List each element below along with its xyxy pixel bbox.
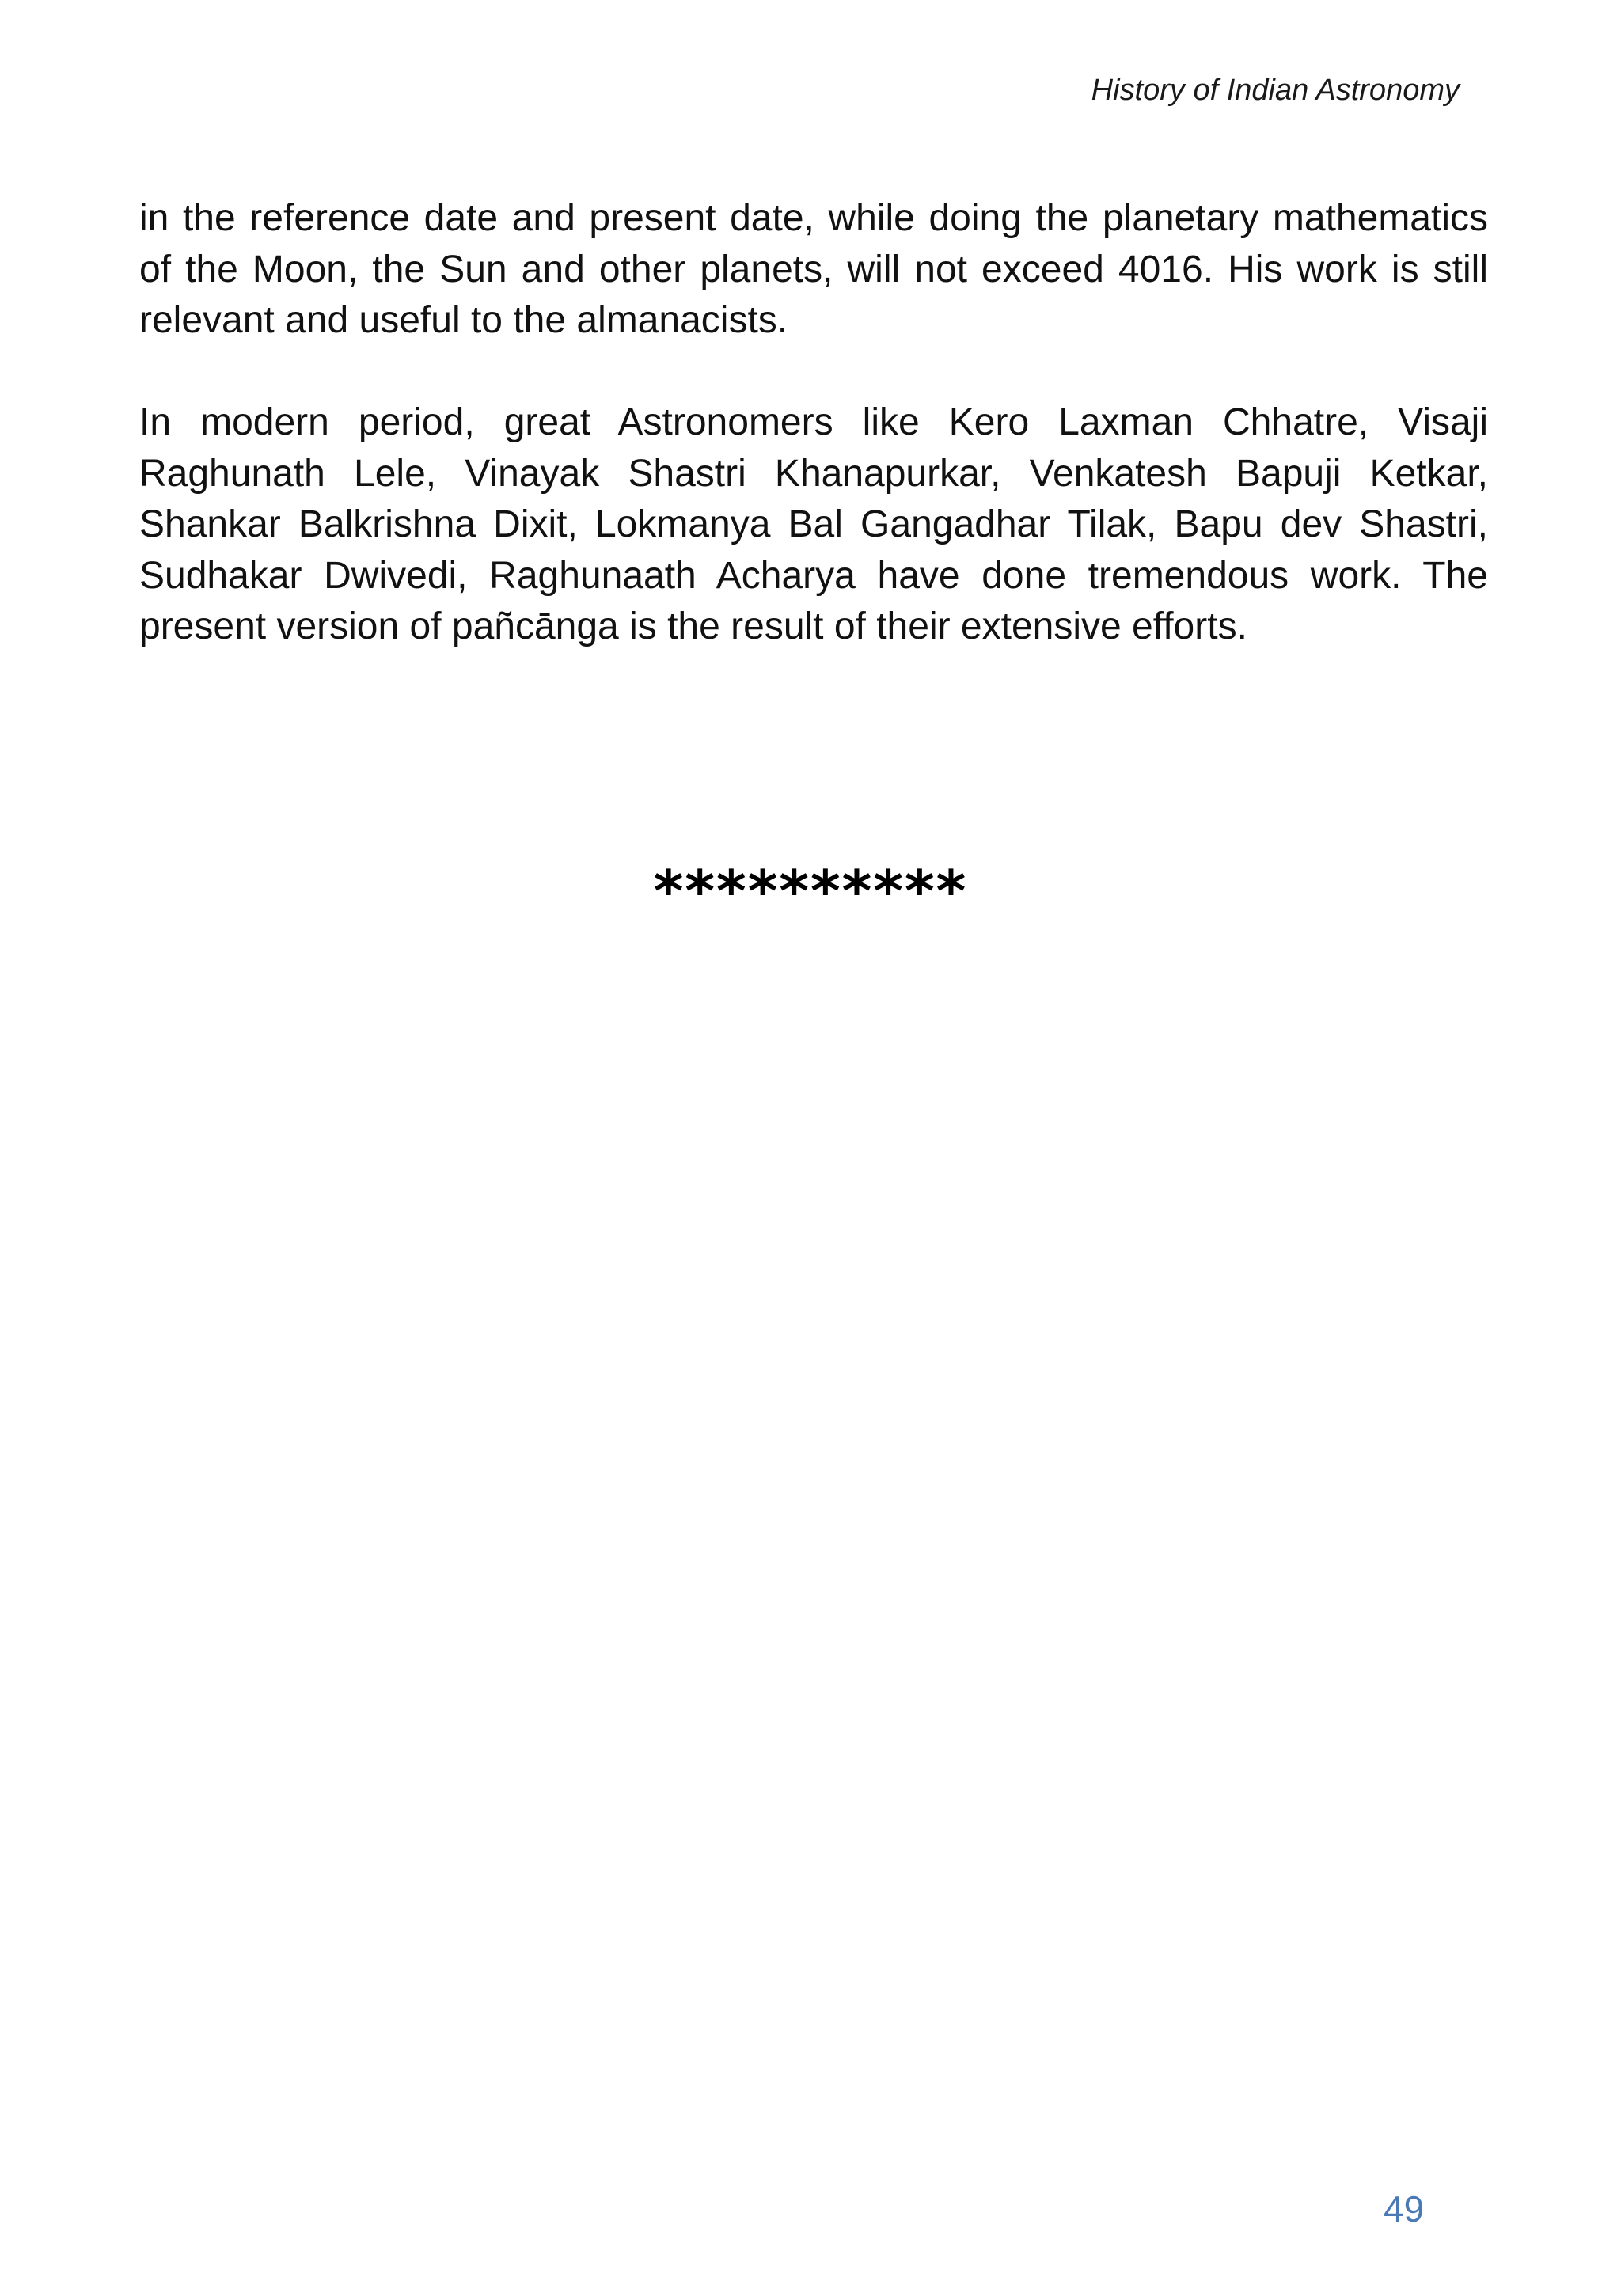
section-separator-asterisks: ********** bbox=[653, 858, 968, 924]
paragraph-modern-period: In modern period, great Astronomers like Kero Laxman Chhatre, Visaji Raghunath Lele, Vinayak Shastri Khanapurkar, Venkatesh Bapuji Ketkar, Shankar Balkrishna Dixit, Lokmanya Bal Gangadhar Tilak, Bapu dev Shastri, Sudhakar Dwivedi, Raghunaath Acharya have done tremendous work. The present version of pañcānga is the result of their extensive efforts. bbox=[139, 401, 1488, 647]
running-header-title: History of Indian Astronomy bbox=[1091, 74, 1460, 107]
paragraph-continuation: in the reference date and present date, while doing the planetary mathematics of the Moon, the Sun and other planets, will not exceed 4016. His work is still relevant and useful to the almanacists. bbox=[139, 197, 1488, 341]
page-number: 49 bbox=[1384, 2188, 1425, 2230]
